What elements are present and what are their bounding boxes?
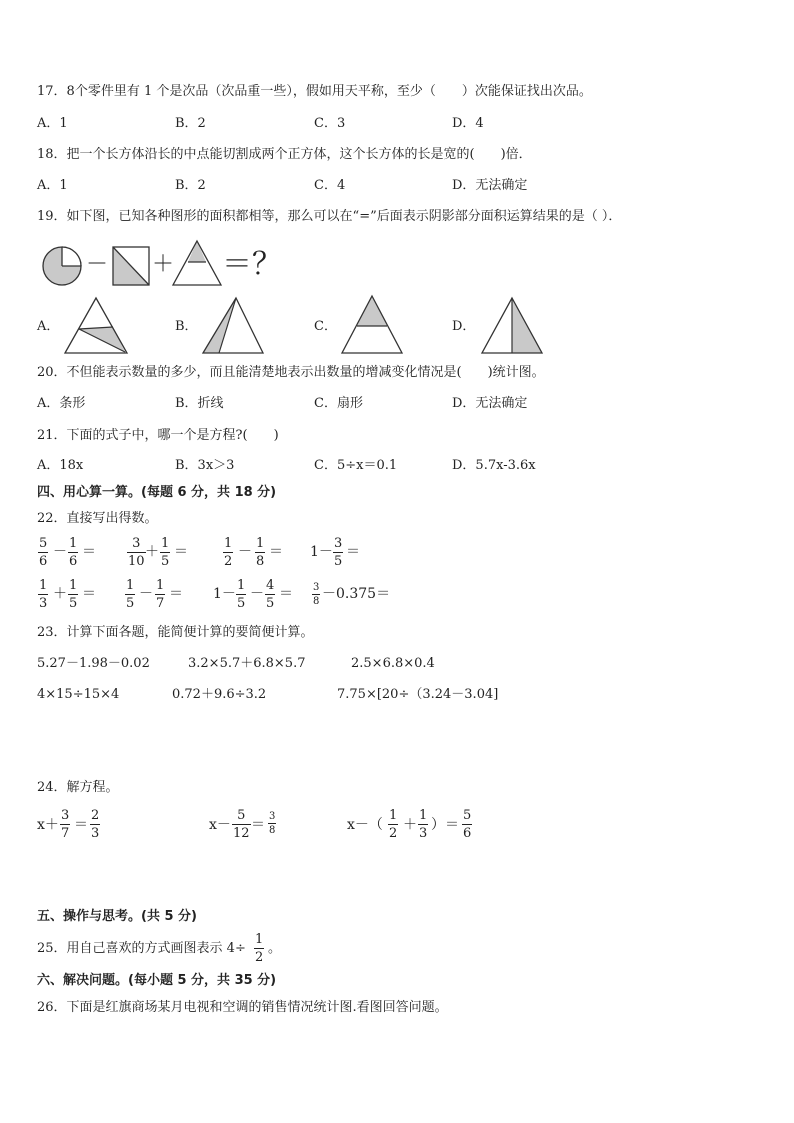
fraction: 1 8 — [256, 536, 265, 569]
q23-expr-5: 0.72＋9.6÷3.2 — [172, 687, 267, 702]
fraction: 2 3 — [91, 808, 100, 841]
fraction: 5 12 — [233, 808, 250, 841]
q23-expr-2: 3.2×5.7＋6.8×5.7 — [188, 656, 306, 671]
q20-option-b: B．折线 — [175, 396, 224, 411]
q23-expr-4: 4×15÷15×4 — [37, 687, 120, 702]
fraction: 5 6 — [463, 808, 472, 841]
fraction: 1 5 — [237, 578, 246, 611]
fraction: 1 3 — [419, 808, 428, 841]
fraction: 1 2 — [255, 932, 264, 965]
q19-option-b-figure — [201, 297, 265, 355]
q19-square-figure — [112, 246, 150, 286]
q19-question-mark: ？ — [252, 247, 282, 282]
q19-plus-sign: ＋ — [152, 252, 175, 277]
q18-stem: 18．把一个长方体沿长的中点能切割成两个正方体，这个长方体的长是宽的( )倍． — [37, 147, 532, 162]
q19-minus-sign: － — [86, 252, 109, 277]
q17-option-a: A．1 — [37, 116, 68, 131]
fraction: 1 2 — [389, 808, 398, 841]
q19-option-c-figure — [340, 295, 404, 355]
q17-stem: 17．8个零件里有 1 个是次品（次品重一些），假如用天平称，至少（ ）次能保证找出次品。 — [37, 84, 592, 99]
q19-option-a: A． — [37, 319, 60, 334]
fraction: 4 5 — [266, 578, 275, 611]
q19-option-b: B． — [175, 319, 198, 334]
fraction: 1 5 — [69, 578, 78, 611]
fraction: 3 7 — [61, 808, 70, 841]
q20-option-c: C．扇形 — [314, 396, 363, 411]
q23-stem: 23．计算下面各题，能简便计算的要简便计算。 — [37, 625, 314, 640]
q17-option-d: D．4 — [452, 116, 484, 131]
q18-option-a: A．1 — [37, 178, 68, 193]
fraction: 1 6 — [69, 536, 78, 569]
q21-option-b: B．3x＞3 — [175, 458, 235, 473]
fraction: 1 3 — [39, 578, 48, 611]
q19-option-d: D． — [452, 319, 476, 334]
q20-option-d: D．无法确定 — [452, 396, 528, 411]
q23-expr-1: 5.27－1.98－0.02 — [37, 656, 150, 671]
fraction: 1 7 — [156, 578, 165, 611]
q18-option-b: B．2 — [175, 178, 206, 193]
q17-option-c: C．3 — [314, 116, 346, 131]
fraction: 5 6 — [39, 536, 48, 569]
q19-option-a-figure — [63, 297, 129, 355]
fraction: 3 8 — [269, 811, 276, 836]
q18-option-c: C．4 — [314, 178, 346, 193]
q20-stem: 20．不但能表示数量的多少，而且能清楚地表示出数量的增减变化情况是( )统计图。 — [37, 365, 545, 380]
fraction: 1 2 — [224, 536, 233, 569]
q26-stem: 26．下面是红旗商场某月电视和空调的销售情况统计图.看图回答问题。 — [37, 1000, 448, 1015]
q21-stem: 21．下面的式子中，哪一个是方程?( ) — [37, 428, 279, 443]
q24-stem: 24．解方程。 — [37, 780, 119, 795]
fraction: 3 10 — [128, 536, 145, 569]
q19-option-d-figure — [480, 297, 544, 355]
q18-option-d: D．无法确定 — [452, 178, 528, 193]
fraction: 1 5 — [126, 578, 135, 611]
q21-option-c: C．5÷x＝0.1 — [314, 458, 398, 473]
fraction: 1 5 — [161, 536, 170, 569]
q19-triangle-figure — [172, 240, 222, 286]
q19-equals-sign: ＝ — [222, 247, 252, 282]
q22-stem: 22．直接写出得数。 — [37, 511, 158, 526]
q19-stem: 19．如下图，已知各种图形的面积都相等，那么可以在“=”后面表示阴影部分面积运算结果的是（ ）． — [37, 209, 622, 224]
q25-stem: 25．用自己喜欢的方式画图表示 4÷ — [37, 941, 246, 956]
q20-option-a: A．条形 — [37, 396, 86, 411]
fraction: 3 8 — [313, 582, 320, 607]
section-6-title: 六、解决问题。(每小题 5 分，共 35 分) — [37, 973, 277, 988]
section-4-title: 四、用心算一算。(每题 6 分，共 18 分) — [37, 485, 277, 500]
fraction: 3 5 — [334, 536, 343, 569]
q21-option-a: A．18x — [37, 458, 84, 473]
q21-option-d: D．5.7x-3.6x — [452, 458, 536, 473]
section-5-title: 五、操作与思考。(共 5 分) — [37, 909, 197, 924]
q17-option-b: B．2 — [175, 116, 206, 131]
q19-option-c: C． — [314, 319, 337, 334]
q19-circle-figure — [42, 246, 82, 286]
q23-expr-6: 7.75×[20÷（3.24－3.04] — [337, 687, 499, 702]
q23-expr-3: 2.5×6.8×0.4 — [351, 656, 435, 671]
